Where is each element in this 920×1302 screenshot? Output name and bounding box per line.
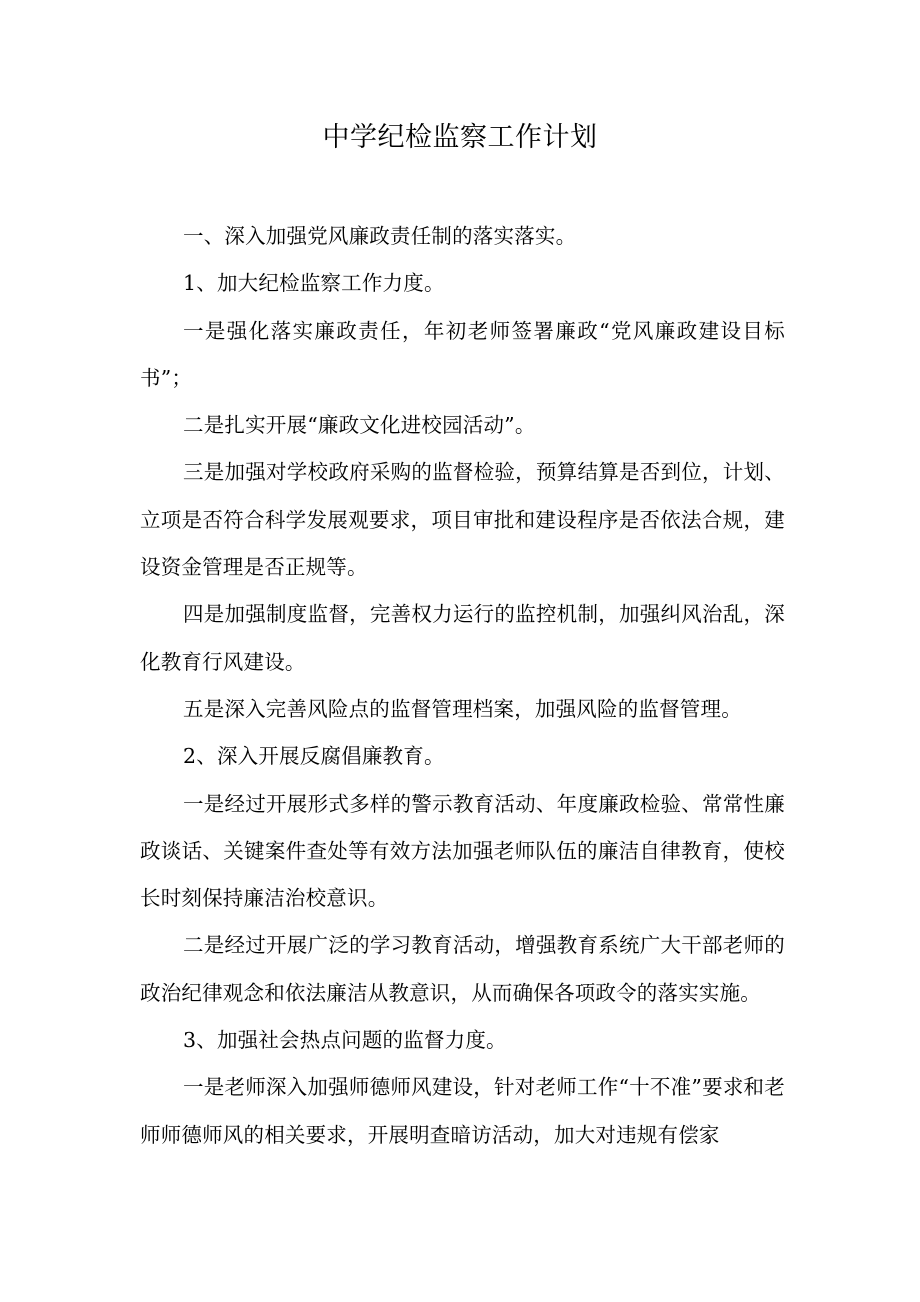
subsection-heading-2: 2、深入开展反腐倡廉教育。 [183, 744, 445, 769]
paragraph: 一是老师深入加强师德师风建设，针对老师工作“十不准”要求和老师师德师风的相关要求，开展明查暗访活动，加大对违规有偿家 [140, 1075, 785, 1147]
section-heading-1: 一、深入加强党风廉政责任制的落实落实。 [183, 224, 577, 248]
paragraph: 二是扎实开展“廉政文化进校园活动”。 [183, 413, 536, 438]
paragraph: 四是加强制度监督，完善权力运行的监控机制，加强纠风治乱，深化教育行风建设。 [140, 602, 785, 674]
paragraph: 二是经过开展广泛的学习教育活动，增强教育系统广大干部老师的政治纪律观念和依法廉洁从教意识，从而确保各项政令的落实实施。 [140, 933, 785, 1005]
paragraph: 三是加强对学校政府采购的监督检验，预算结算是否到位，计划、立项是否符合科学发展观要求，项目审批和建设程序是否依法合规，建设资金管理是否正规等。 [140, 460, 785, 580]
document-title: 中学纪检监察工作计划 [322, 122, 598, 153]
document-body [140, 213, 785, 1159]
paragraph: 一是经过开展形式多样的警示教育活动、年度廉政检验、常常性廉政谈话、关键案件查处等有效方法加强老师队伍的廉洁自律教育，使校长时刻保持廉洁治校意识。 [140, 791, 785, 911]
subsection-heading-1: 1、加大纪检监察工作力度。 [183, 271, 445, 296]
paragraph: 一是强化落实廉政责任，年初老师签署廉政“党风廉政建设目标书”； [140, 318, 785, 390]
subsection-heading-3: 3、加强社会热点问题的监督力度。 [183, 1028, 507, 1053]
paragraph: 五是深入完善风险点的监督管理档案，加强风险的监督管理。 [183, 696, 742, 721]
